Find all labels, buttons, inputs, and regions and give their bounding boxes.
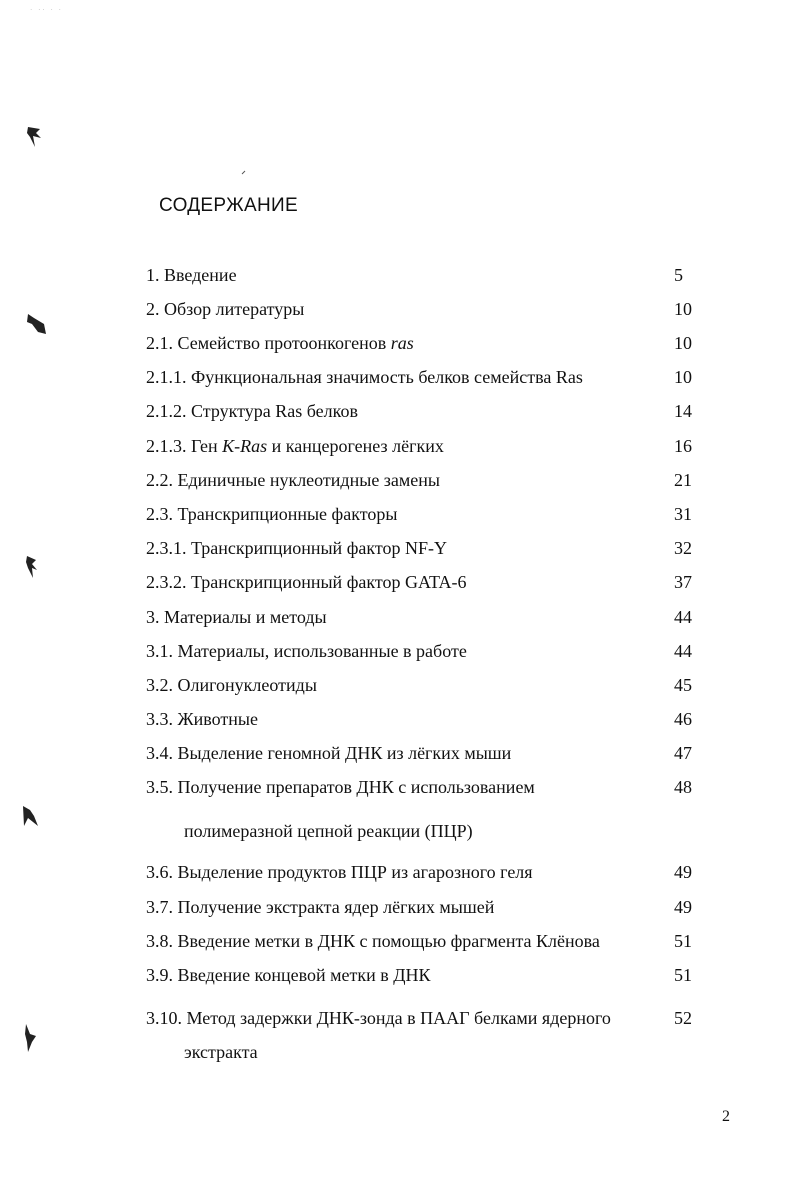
toc-entry-title: 3.7. Получение экстракта ядер лёгких мышей [146,897,495,917]
toc-entry-title: 2.1. Семейство протоонкогенов ras [146,333,414,353]
toc-entry-page: 46 [674,709,692,729]
toc-entry-page: 51 [674,965,692,985]
page-title: СОДЕРЖАНИЕ [159,195,298,216]
toc-entry-page: 52 [674,1008,692,1028]
toc-entry-title: 3.3. Животные [146,709,258,729]
toc-entry-page: 5 [674,265,683,285]
page-number: 2 [722,1108,730,1125]
toc-entry-page: 10 [674,367,692,387]
toc-entry-title: 3.1. Материалы, использованные в работе [146,641,467,661]
toc-entry-page: 16 [674,436,692,456]
toc-entry-page: 45 [674,675,692,695]
toc-entry-title: 3.4. Выделение геномной ДНК из лёгких мыши [146,743,512,763]
toc-entry-title: 2.2. Единичные нуклеотидные замены [146,470,441,490]
toc-entry-title: 2.3.2. Транскрипционный фактор GATA-6 [146,572,467,592]
toc-entry-title: 2.1.1. Функциональная значимость белков семейства Ras [146,367,583,387]
toc-entry-page: 32 [674,538,692,558]
toc-entry-title: 3.6. Выделение продуктов ПЦР из агарозного геля [146,862,533,882]
toc-entry-title: 2.3. Транскрипционные факторы [146,504,398,524]
toc-entry-page: 10 [674,333,692,353]
toc-entry-page: 14 [674,401,692,421]
toc-entry-title: 3. Материалы и методы [146,607,327,627]
toc-entry-page: 44 [674,607,692,627]
toc-entry-continuation: экстракта [184,1042,258,1062]
toc-entry-title: 1. Введение [146,265,237,285]
punch-mark-icon [24,312,48,338]
toc-entry-title: 3.10. Метод задержки ДНК-зонда в ПААГ белками ядерного [146,1008,611,1028]
punch-mark-icon [24,124,46,150]
toc-entry-title: 3.8. Введение метки в ДНК с помощью фрагмента Клёнова [146,931,600,951]
toc-entry-title: 3.5. Получение препаратов ДНК с использованием [146,777,535,797]
toc-entry-title: 2. Обзор литературы [146,299,305,319]
toc-entry-page: 49 [674,862,692,882]
toc-entry-page: 21 [674,470,692,490]
toc-entry-title: 2.1.2. Структура Ras белков [146,401,358,421]
toc-entry-title: 3.2. Олигонуклеотиды [146,675,317,695]
toc-entry-page: 44 [674,641,692,661]
toc-entry-page: 31 [674,504,692,524]
toc-entry-page: 51 [674,931,692,951]
toc-entry-page: 48 [674,777,692,797]
punch-mark-icon [20,804,42,834]
toc-entry-title: 2.3.1. Транскрипционный фактор NF-Y [146,538,447,558]
toc-entry-page: 47 [674,743,692,763]
scan-speck-icon [241,170,246,175]
toc-entry-continuation: полимеразной цепной реакции (ПЦР) [184,821,473,841]
punch-mark-icon [22,1022,42,1056]
toc-entry-page: 10 [674,299,692,319]
toc-entry-title: 3.9. Введение концевой метки в ДНК [146,965,431,985]
toc-entry-page: 49 [674,897,692,917]
punch-mark-icon [24,554,42,582]
toc-entry-title: 2.1.3. Ген K-Ras и канцерогенез лёгких [146,436,444,456]
toc-entry-page: 37 [674,572,692,592]
scan-noise: · ·· · · [30,6,63,14]
